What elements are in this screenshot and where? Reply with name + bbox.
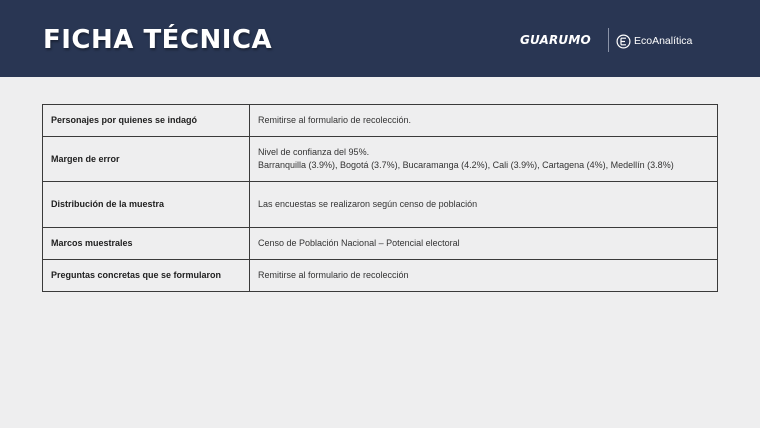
row-label: Margen de error	[43, 137, 250, 182]
table-row	[43, 182, 718, 228]
ecoanalitica-logo	[616, 32, 692, 50]
row-value-line: Censo de Población Nacional – Potencial electoral	[258, 238, 460, 248]
table-row	[43, 137, 718, 182]
row-value	[250, 137, 718, 182]
row-value	[250, 260, 718, 292]
row-label: Marcos muestrales	[43, 228, 250, 260]
row-label: Preguntas concretas que se formularon	[43, 260, 250, 292]
ecoanalitica-icon	[616, 34, 631, 49]
row-value	[250, 228, 718, 260]
table-row	[43, 228, 718, 260]
row-value-line: Barranquilla (3.9%), Bogotá (3.7%), Bucaramanga (4.2%), Cali (3.9%), Cartagena (4%), Medellín (3.8%)	[258, 160, 674, 170]
row-value	[250, 182, 718, 228]
guarumo-logo: GUARUMO	[520, 33, 591, 47]
row-label: Distribución de la muestra	[43, 182, 250, 228]
table-row	[43, 105, 718, 137]
row-value-line: Remitirse al formulario de recolección.	[258, 115, 412, 125]
row-value-line: Nivel de confianza del 95%.	[258, 147, 370, 157]
ecoanalitica-label: EcoAnalítica	[634, 35, 693, 47]
page-title: FICHA TÉCNICA	[43, 25, 273, 55]
row-value	[250, 105, 718, 137]
logo-divider	[608, 28, 609, 52]
row-value-line: Las encuestas se realizaron según censo de población	[258, 199, 478, 209]
technical-sheet-table	[42, 104, 718, 292]
row-value-line: Remitirse al formulario de recolección	[258, 270, 409, 280]
header-bar	[0, 0, 760, 77]
row-label: Personajes por quienes se indagó	[43, 105, 250, 137]
table-row	[43, 260, 718, 292]
